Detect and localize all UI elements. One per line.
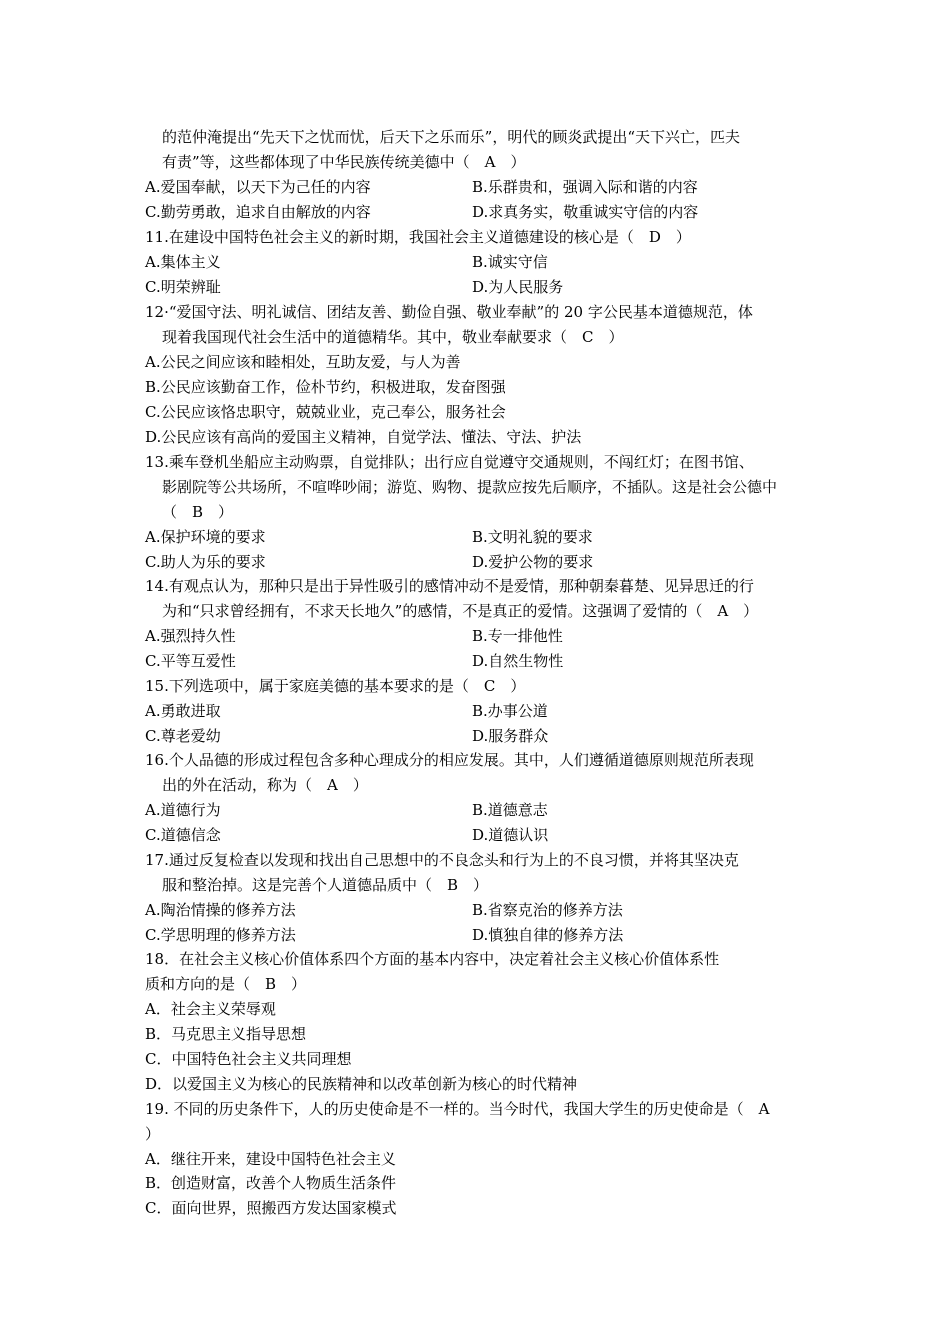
- q15-option-d: D.服务群众: [472, 727, 549, 745]
- q18-option-a: A．社会主义荣辱观: [145, 1000, 276, 1018]
- q16-option-d: D.道德认识: [472, 826, 549, 844]
- q13-option-b: B.文明礼貌的要求: [472, 528, 593, 546]
- q15-option-a: A.勇敢进取: [145, 702, 221, 720]
- q13-option-a: A.保护环境的要求: [145, 528, 266, 546]
- q18-stem-continued: 质和方向的是（ B ）: [145, 975, 307, 993]
- q19-option-b: B．创造财富，改善个人物质生活条件: [145, 1174, 397, 1192]
- q18-option-d: D．以爱国主义为核心的民族精神和以改革创新为核心的时代精神: [145, 1075, 578, 1093]
- q14-option-b: B.专一排他性: [472, 627, 563, 645]
- q11-option-b: B.诚实守信: [472, 253, 548, 271]
- q11-option-a: A.集体主义: [145, 253, 221, 271]
- q13-option-d: D.爱护公物的要求: [472, 553, 594, 571]
- q17-stem: 17.通过反复检查以发现和找出自己思想中的不良念头和行为上的不良习惯，并将其坚决克: [145, 851, 739, 869]
- q12-stem: 12·“爱国守法、明礼诚信、团结友善、勤俭自强、敬业奉献”的 20 字公民基本道德规范，体: [145, 303, 753, 321]
- q15-option-b: B.办事公道: [472, 702, 548, 720]
- q16-option-c: C.道德信念: [145, 826, 221, 844]
- q16-option-b: B.道德意志: [472, 801, 548, 819]
- q19-option-c: C．面向世界，照搬西方发达国家模式: [145, 1199, 397, 1217]
- q17-option-a: A.陶治情操的修养方法: [145, 901, 296, 919]
- q12-stem-continued: 现着我国现代社会生活中的道德精华。其中，敬业奉献要求（ C ）: [162, 328, 624, 346]
- q17-option-b: B.省察克治的修养方法: [472, 901, 623, 919]
- q14-option-d: D.自然生物性: [472, 652, 564, 670]
- q16-option-a: A.道德行为: [145, 801, 221, 819]
- q19-option-a: A．继往开来，建设中国特色社会主义: [145, 1150, 396, 1168]
- q10-option-b: B.乐群贵和，强调入际和谐的内容: [472, 178, 698, 196]
- q10-stem-line-2: 有责”等，这些都体现了中华民族传统美德中（ A ）: [162, 153, 526, 171]
- q14-stem: 14.有观点认为，那种只是出于异性吸引的感情冲动不是爱情，那种朝秦暮楚、见异思迁的行: [145, 577, 754, 595]
- q10-stem-line-1: 的范仲淹提出“先天下之忧而忧，后天下之乐而乐”，明代的顾炎武提出“天下兴亡，匹夫: [162, 128, 741, 146]
- q14-option-c: C.平等互爱性: [145, 652, 236, 670]
- q12-option-d: D.公民应该有高尚的爱国主义精神，自觉学法、懂法、守法、护法: [145, 428, 582, 446]
- q13-option-c: C.助人为乐的要求: [145, 553, 266, 571]
- q12-option-c: C.公民应该恪忠职守，兢兢业业，克己奉公，服务社会: [145, 403, 506, 421]
- q13-stem-continued-2: （ B ）: [162, 503, 234, 521]
- q16-stem-continued: 出的外在活动，称为（ A ）: [162, 776, 368, 794]
- q17-option-d: D.慎独自律的修养方法: [472, 926, 624, 944]
- q10-option-c: C.勤劳勇敢，追求自由解放的内容: [145, 203, 371, 221]
- q19-stem: 19. 不同的历史条件下，人的历史使命是不一样的。当今时代，我国大学生的历史使命是（ A: [145, 1100, 770, 1118]
- q11-option-d: D.为人民服务: [472, 278, 564, 296]
- q17-option-c: C.学思明理的修养方法: [145, 926, 296, 944]
- q11-option-c: C.明荣辨耻: [145, 278, 221, 296]
- q18-stem: 18．在社会主义核心价值体系四个方面的基本内容中，决定着社会主义核心价值体系性: [145, 950, 720, 968]
- q10-option-a: A.爱国奉献，以天下为己任的内容: [145, 178, 371, 196]
- q16-stem: 16.个人品德的形成过程包含多种心理成分的相应发展。其中，人们遵循道德原则规范所表现: [145, 751, 754, 769]
- q19-stem-continued: ）: [145, 1125, 161, 1143]
- q18-option-c: C．中国特色社会主义共同理想: [145, 1050, 352, 1068]
- q13-stem: 13.乘车登机坐船应主动购票，自觉排队；出行应自觉遵守交通规则，不闯红灯；在图书馆、: [145, 453, 754, 471]
- q15-stem: 15.下列选项中，属于家庭美德的基本要求的是（ C ）: [145, 677, 526, 695]
- q10-option-d: D.求真务实，敬重诚实守信的内容: [472, 203, 699, 221]
- q12-option-b: B.公民应该勤奋工作，俭朴节约，积极进取，发奋图强: [145, 378, 506, 396]
- q18-option-b: B．马克思主义指导思想: [145, 1025, 307, 1043]
- q17-stem-continued: 服和整治掉。这是完善个人道德品质中（ B ）: [162, 876, 489, 894]
- q11-stem: 11.在建设中国特色社会主义的新时期，我国社会主义道德建设的核心是（ D ）: [145, 228, 691, 246]
- q15-option-c: C.尊老爱幼: [145, 727, 221, 745]
- q14-option-a: A.强烈持久性: [145, 627, 236, 645]
- q13-stem-continued-1: 影剧院等公共场所，不喧哗吵闹；游览、购物、提款应按先后顺序，不插队。这是社会公德中: [162, 478, 778, 496]
- q14-stem-continued: 为和“只求曾经拥有，不求天长地久”的感情，不是真正的爱情。这强调了爱情的（ A ）: [162, 602, 759, 620]
- q12-option-a: A.公民之间应该和睦相处，互助友爱，与人为善: [145, 353, 461, 371]
